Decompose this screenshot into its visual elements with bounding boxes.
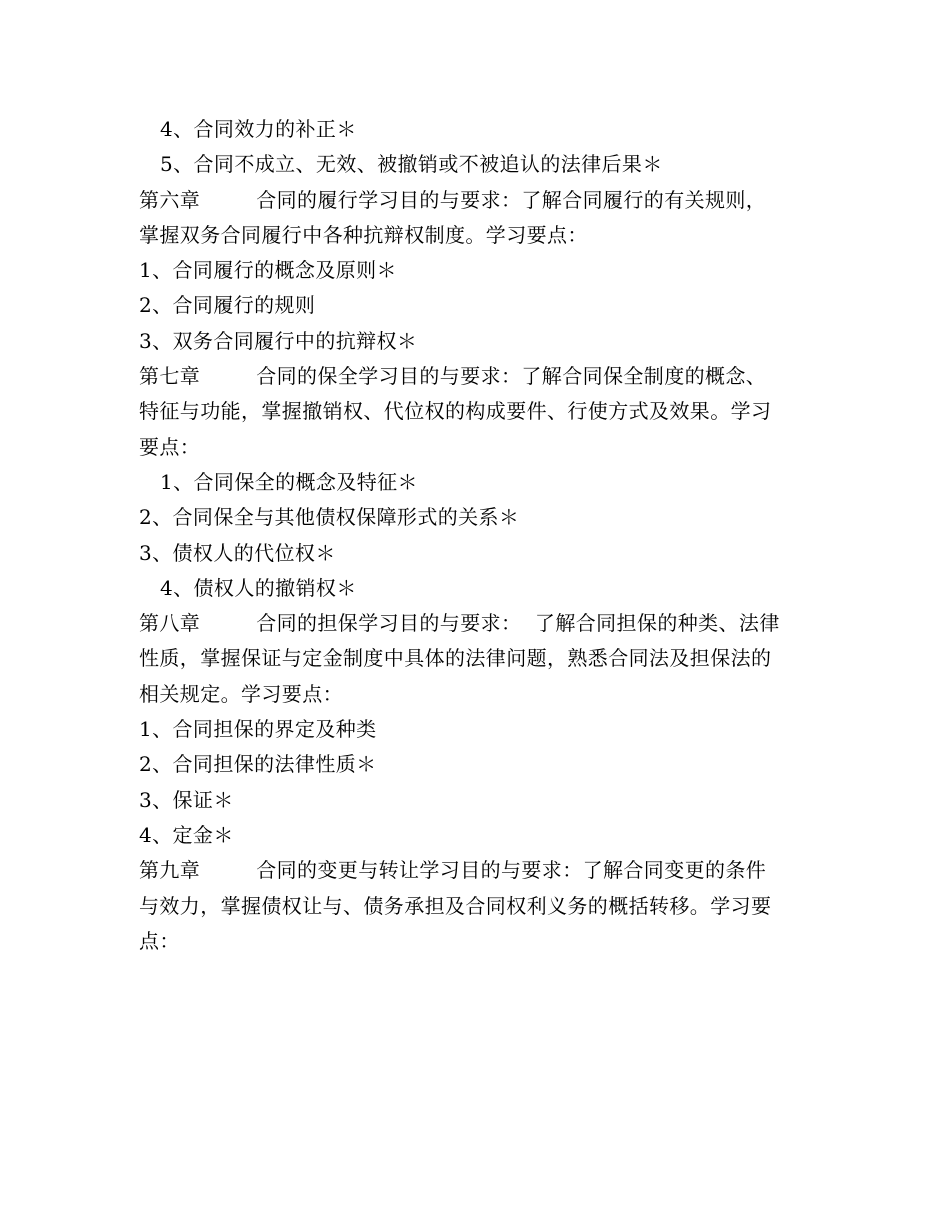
list-item: 2、合同保全与其他债权保障形式的关系＊ bbox=[139, 505, 520, 530]
chapter-8-objective-cont: 相关规定。学习要点： bbox=[139, 681, 343, 706]
list-item: 3、债权人的代位权＊ bbox=[139, 540, 336, 565]
list-item: 2、合同履行的规则 bbox=[139, 293, 316, 318]
chapter-7-heading bbox=[139, 359, 819, 394]
list-item: 1、合同担保的界定及种类 bbox=[139, 717, 377, 742]
chapter-9-heading bbox=[139, 853, 819, 888]
chapter-9-objective: 合同的变更与转让学习目的与要求：了解合同变更的条件 bbox=[256, 858, 767, 883]
chapter-8-objective: 合同的担保学习目的与要求： 了解合同担保的种类、法律 bbox=[256, 611, 780, 636]
chapter-9-objective-cont: 与效力，掌握债权让与、债务承担及合同权利义务的概括转移。学习要 bbox=[139, 893, 772, 918]
document-body bbox=[139, 112, 819, 959]
list-item: 1、合同履行的概念及原则＊ bbox=[139, 258, 397, 283]
chapter-6-heading bbox=[139, 183, 819, 218]
chapter-7-objective-cont: 要点： bbox=[139, 434, 201, 459]
chapter-8-title: 第八章 bbox=[139, 611, 201, 636]
list-item: 1、合同保全的概念及特征＊ bbox=[160, 469, 418, 494]
list-item: 4、定金＊ bbox=[139, 822, 234, 847]
chapter-6-objective-cont: 掌握双务合同履行中各种抗辩权制度。学习要点： bbox=[139, 222, 588, 247]
list-item: 4、合同效力的补正＊ bbox=[160, 117, 357, 141]
list-item: 4、债权人的撤销权＊ bbox=[160, 575, 357, 600]
chapter-7-objective: 合同的保全学习目的与要求：了解合同保全制度的概念、 bbox=[256, 364, 767, 389]
list-item: 2、合同担保的法律性质＊ bbox=[139, 752, 377, 777]
list-item: 3、双务合同履行中的抗辩权＊ bbox=[139, 328, 418, 353]
chapter-7-title: 第七章 bbox=[139, 364, 201, 389]
list-item: 5、合同不成立、无效、被撤销或不被追认的法律后果＊ bbox=[160, 152, 663, 177]
chapter-7-objective-cont: 特征与功能，掌握撤销权、代位权的构成要件、行使方式及效果。学习 bbox=[139, 399, 772, 424]
list-item: 3、保证＊ bbox=[139, 787, 234, 812]
chapter-6-title: 第六章 bbox=[139, 187, 201, 212]
chapter-9-objective-cont: 点： bbox=[139, 928, 180, 953]
chapter-6-objective: 合同的履行学习目的与要求：了解合同履行的有关规则， bbox=[256, 187, 767, 212]
chapter-9-title: 第九章 bbox=[139, 858, 201, 883]
chapter-8-heading bbox=[139, 606, 819, 641]
chapter-8-objective-cont: 性质，掌握保证与定金制度中具体的法律问题，熟悉合同法及担保法的 bbox=[139, 646, 772, 671]
